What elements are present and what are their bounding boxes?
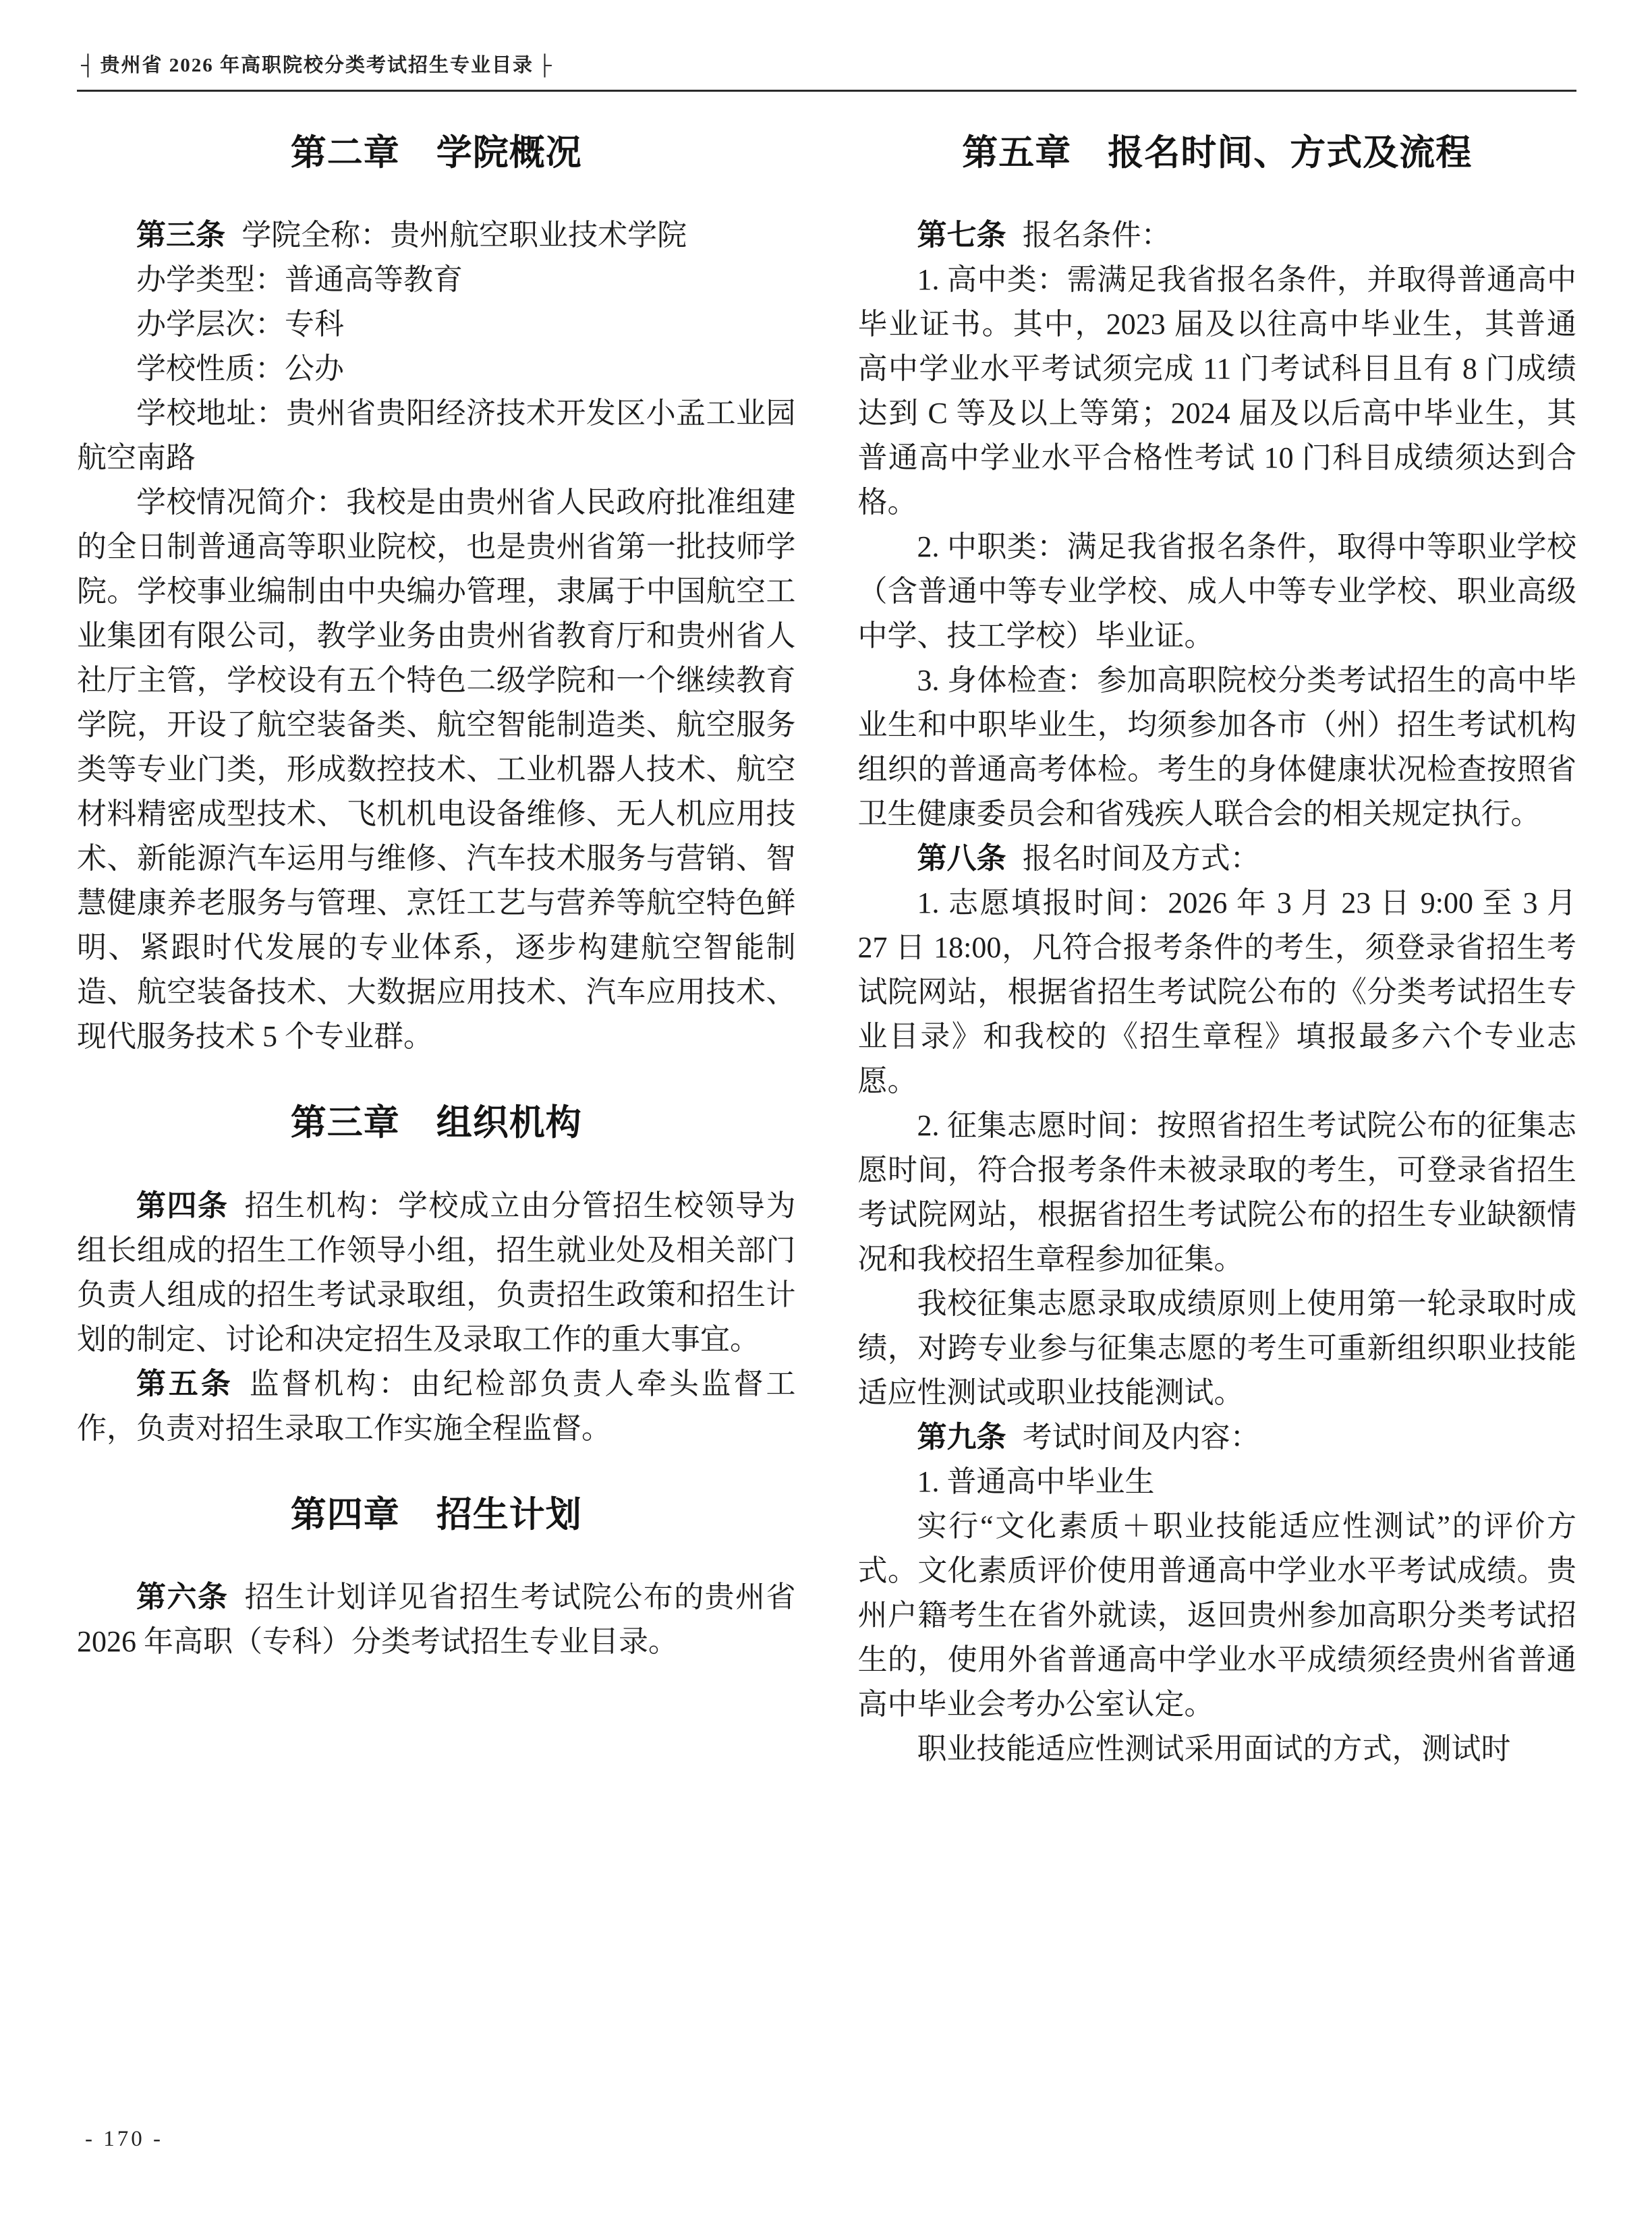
paragraph [77, 347, 796, 391]
paragraph [77, 391, 796, 480]
paragraph-text: 报名条件： [1022, 219, 1171, 252]
chapter-heading-text: 第二章 学院概况 [290, 133, 582, 173]
paragraph-text: 报名时间及方式： [1022, 842, 1260, 876]
article-number-label: 第八条 [917, 842, 1006, 876]
header-right-tack-mark: ├ [538, 55, 553, 76]
paragraph-text: 职业技能适应性测试采用面试的方式，测试时 [917, 1732, 1511, 1766]
paragraph-text: 1. 高中类：需满足我省报名条件，并取得普通高中毕业证书。其中，2023 届及以往高中毕业生，其普通高中学业水平考试须完成 11 门考试科目且有 8 门成绩达到 C 等及以上等第；2024 届及以后高中毕业生，其普通高中学业水平合格性考试 10 门科目成绩须达到合格。 [857, 263, 1576, 519]
paragraph-text: 3. 身体检查：参加高职院校分类考试招生的高中毕业生和中职毕业生，均须参加各市（州）招生考试机构组织的普通高考体检。考生的身体健康状况检查按照省卫生健康委员会和省残疾人联合会的相关规定执行。 [857, 664, 1576, 831]
paragraph [858, 1104, 1577, 1282]
paragraph [858, 525, 1577, 658]
paragraph-text: 学校情况简介：我校是由贵州省人民政府批准组建的全日制普通高等职业院校，也是贵州省第一批技师学院。学校事业编制由中央编办管理，隶属于中国航空工业集团有限公司，教学业务由贵州省教育厅和贵州省人社厅主管，学校设有五个特色二级学院和一个继续教育学院，开设了航空装备类、航空智能制造类、航空服务类等专业门类，形成数控技术、工业机器人技术、航空材料精密成型技术、飞机机电设备维修、无人机应用技术、新能源汽车运用与维修、汽车技术服务与营销、智慧健康养老服务与管理、烹饪工艺与营养等航空特色鲜明、紧跟时代发展的专业体系，逐步构建航空智能制造、航空装备技术、大数据应用技术、汽车应用技术、现代服务技术 5 个专业群。 [77, 486, 796, 1054]
page-number: - 170 - [85, 2127, 163, 2151]
header-title-text: 贵州省 2026 年高职院校分类考试招生专业目录 [100, 55, 534, 76]
paragraph [858, 1504, 1577, 1727]
paragraph-text: 1. 普通高中毕业生 [917, 1465, 1155, 1499]
article-number-label: 第五条 [136, 1367, 233, 1400]
page-header [77, 50, 1576, 92]
paragraph [858, 1415, 1577, 1460]
paragraph [77, 480, 796, 1059]
paragraph [858, 1727, 1577, 1771]
paragraph [858, 1282, 1577, 1415]
left-column [77, 121, 796, 1771]
paragraph-text: 我校征集志愿录取成绩原则上使用第一轮录取时成绩，对跨专业参与征集志愿的考生可重新组织职业技能适应性测试或职业技能测试。 [857, 1287, 1576, 1410]
article-number-label: 第六条 [136, 1580, 229, 1614]
paragraph [858, 258, 1577, 525]
chapter-heading [77, 1101, 796, 1145]
paragraph [77, 1362, 796, 1451]
article-number-label: 第九条 [917, 1421, 1006, 1454]
paragraph-text: 招生机构：学校成立由分管招生校领导为组长组成的招生工作领导小组，招生就业处及相关部门负责人组成的招生考试录取组，负责招生政策和招生计划的制定、讨论和决定招生及录取工作的重大事宜。 [77, 1189, 796, 1356]
paragraph [858, 881, 1577, 1104]
paragraph [77, 302, 796, 347]
paragraph [858, 658, 1577, 836]
paragraph-text: 实行“文化素质＋职业技能适应性测试”的评价方式。文化素质评价使用普通高中学业水平考试成绩。贵州户籍考生在省外就读，返回贵州参加高职分类考试招生的，使用外省普通高中学业水平成绩须经贵州省普通高中毕业会考办公室认定。 [857, 1510, 1576, 1721]
paragraph [77, 1184, 796, 1362]
right-column [858, 121, 1577, 1771]
paragraph-text: 2. 征集志愿时间：按照省招生考试院公布的征集志愿时间，符合报考条件未被录取的考生，可登录省招生考试院网站，根据省招生考试院公布的招生专业缺额情况和我校招生章程参加征集。 [857, 1109, 1576, 1276]
chapter-heading-text: 第三章 组织机构 [290, 1103, 582, 1143]
chapter-heading [858, 131, 1577, 175]
paragraph-text: 学校地址：贵州省贵阳经济技术开发区小孟工业园航空南路 [77, 397, 796, 475]
paragraph-text: 1. 志愿填报时间：2026 年 3 月 23 日 9:00 至 3 月 27 日 18:00，凡符合报考条件的考生，须登录省招生考试院网站，根据省招生考试院公布的《分类考试招生专业目录》和我校的《招生章程》填报最多六个专业志愿。 [857, 886, 1576, 1098]
chapter-heading-text: 第四章 招生计划 [290, 1494, 582, 1535]
paragraph-text: 监督机构：由纪检部负责人牵头监督工作，负责对招生录取工作实施全程监督。 [77, 1367, 796, 1445]
two-column-layout [77, 121, 1576, 1771]
paragraph [858, 213, 1577, 258]
chapter-heading-text: 第五章 报名时间、方式及流程 [962, 133, 1473, 173]
page-footer [85, 2127, 163, 2152]
paragraph-text: 办学类型：普通高等教育 [136, 263, 463, 297]
chapter-heading [77, 131, 796, 175]
paragraph [77, 1575, 796, 1664]
paragraph-text: 学院全称：贵州航空职业技术学院 [241, 219, 687, 252]
article-number-label: 第七条 [917, 219, 1006, 252]
paragraph-text: 学校性质：公办 [136, 352, 344, 386]
paragraph [858, 1460, 1577, 1504]
header-rule [77, 90, 1576, 92]
paragraph [77, 213, 796, 258]
paragraph-text: 考试时间及内容： [1022, 1421, 1260, 1454]
paragraph [77, 258, 796, 302]
header-title [77, 50, 1576, 78]
chapter-heading [77, 1493, 796, 1537]
paragraph-text: 办学层次：专科 [136, 308, 344, 341]
article-number-label: 第三条 [136, 219, 225, 252]
paragraph [858, 836, 1577, 881]
header-left-tack-mark: ┤ [81, 55, 96, 76]
paragraph-text: 招生计划详见省招生考试院公布的贵州省 2026 年高职（专科）分类考试招生专业目录。 [77, 1580, 796, 1658]
paragraph-text: 2. 中职类：满足我省报名条件，取得中等职业学校（含普通中等专业学校、成人中等专业学校、职业高级中学、技工学校）毕业证。 [857, 530, 1576, 653]
article-number-label: 第四条 [136, 1189, 229, 1222]
